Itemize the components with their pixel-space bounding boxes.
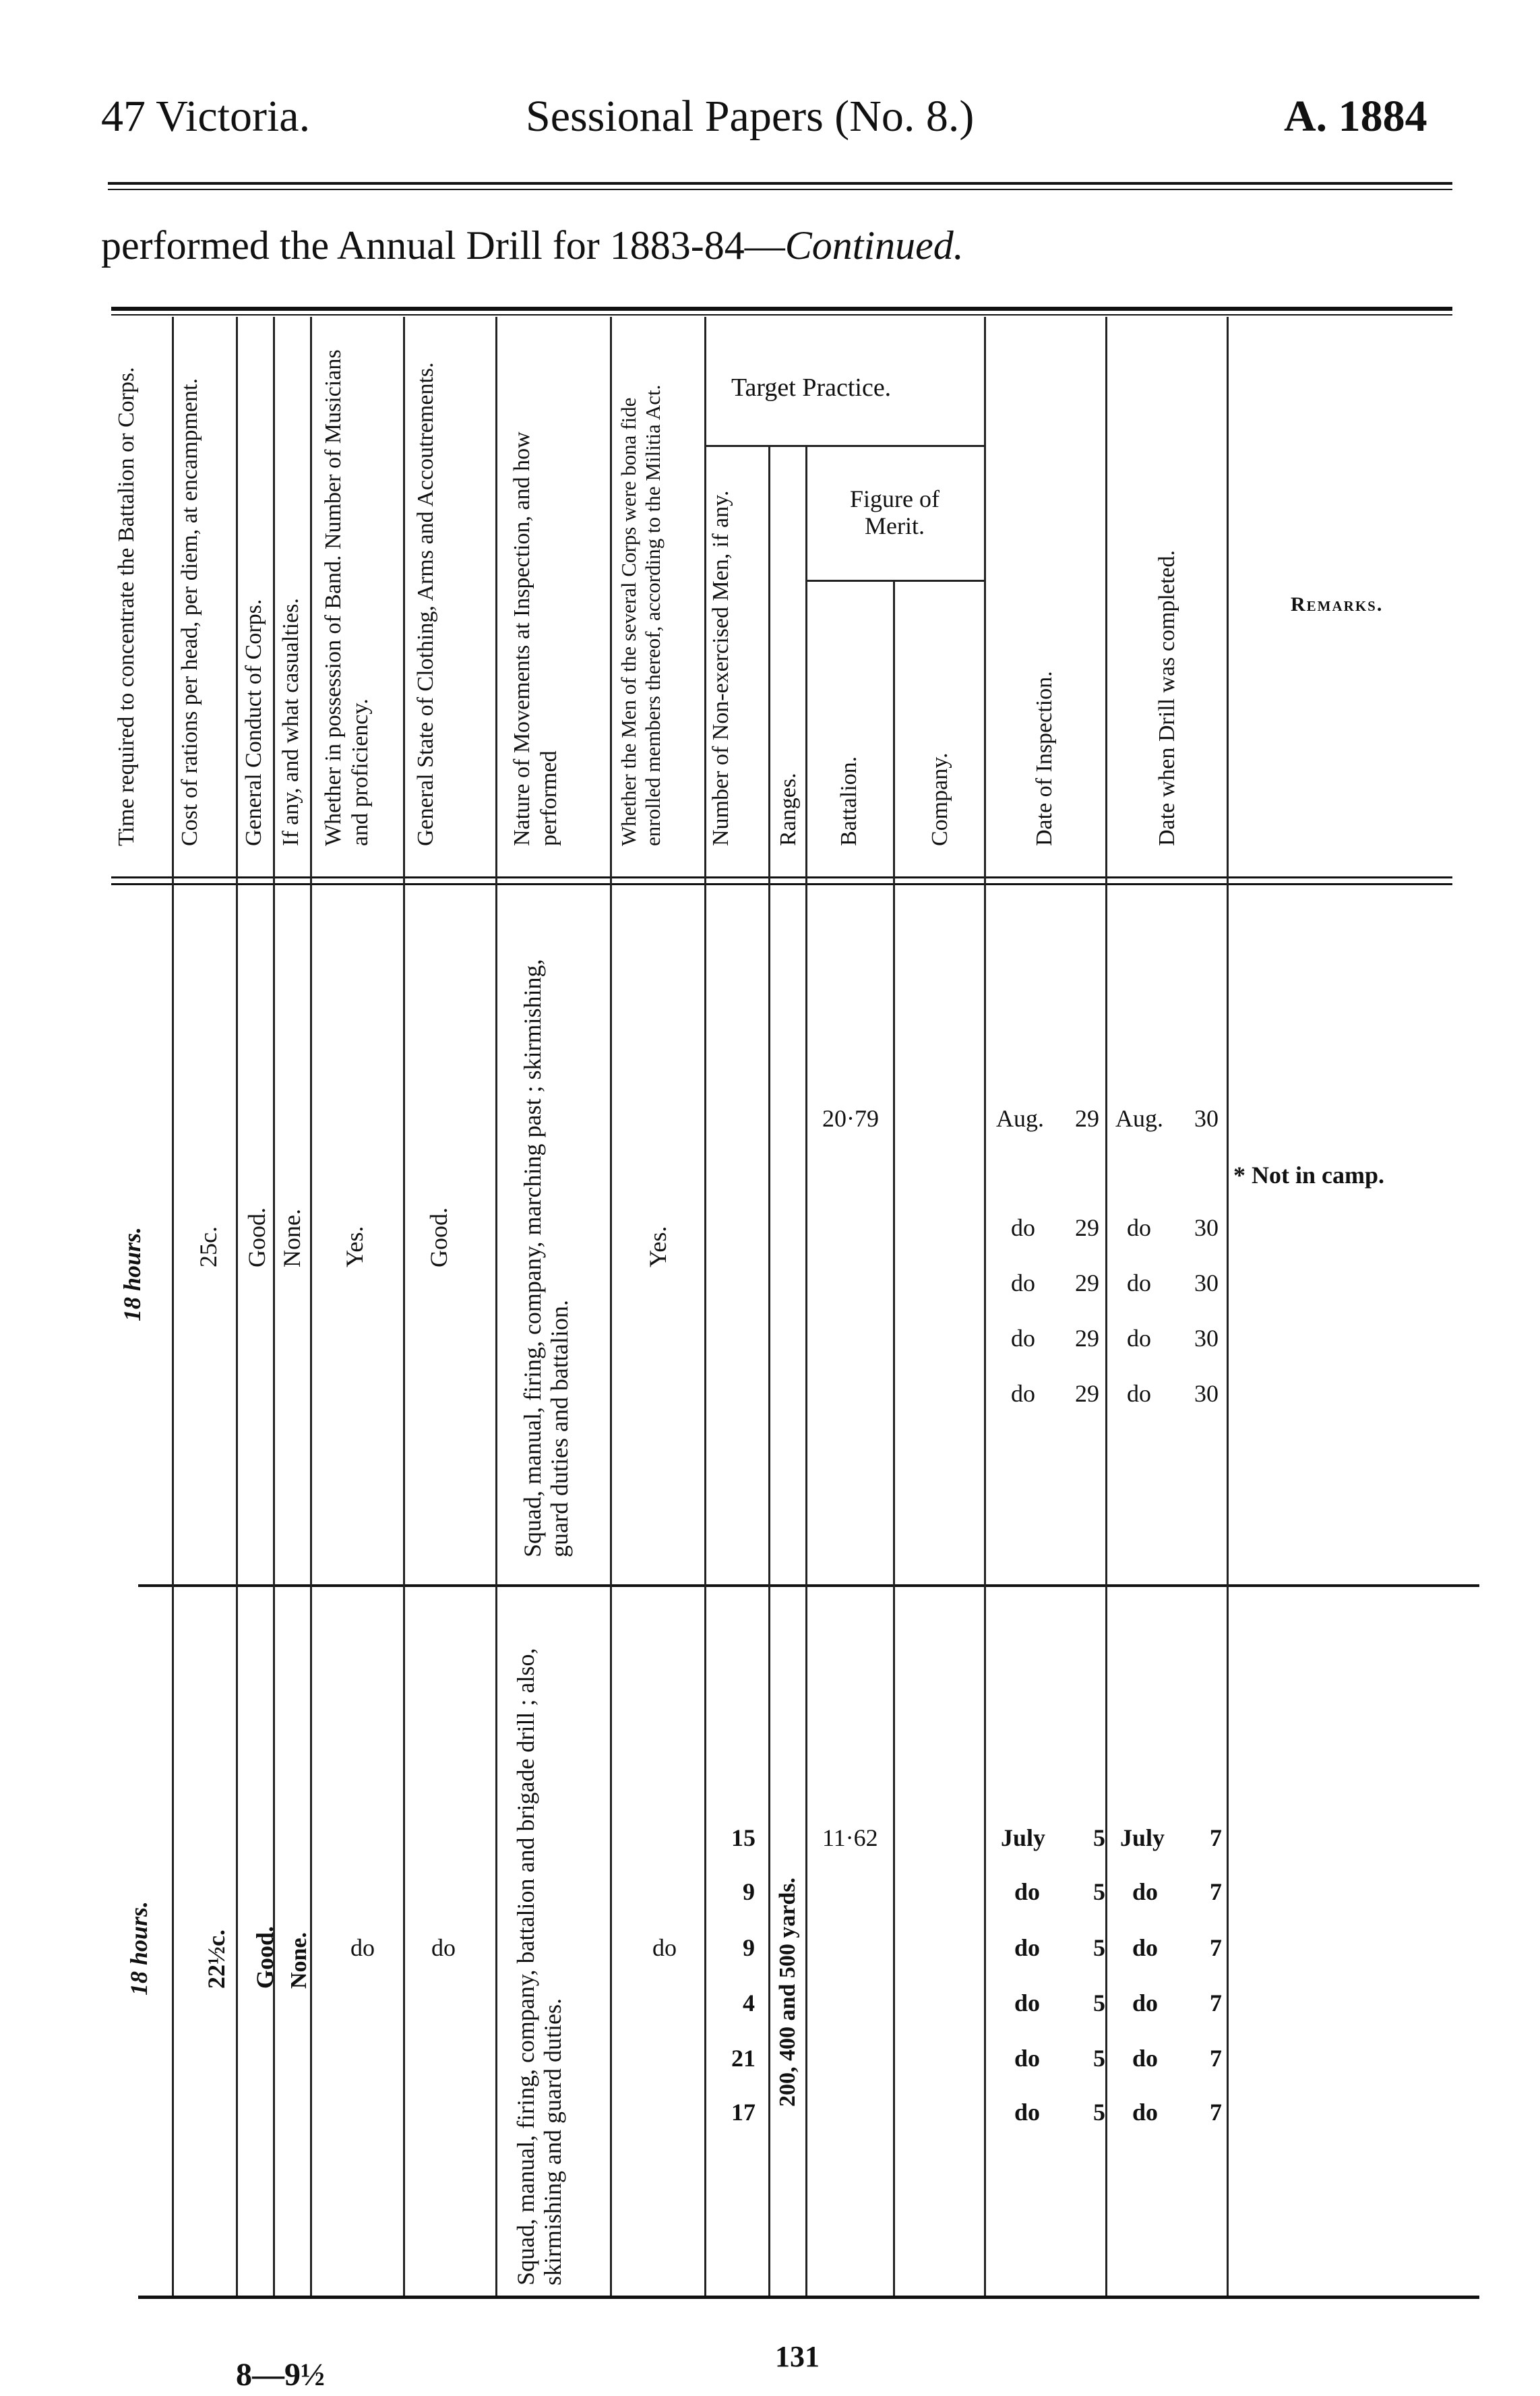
b2-comp-month: do bbox=[1132, 2099, 1159, 2126]
b2-comp-month: do bbox=[1132, 1934, 1159, 1961]
b1-comp-day: 30 bbox=[1194, 1105, 1219, 1132]
b1-comp-day: 30 bbox=[1194, 1214, 1219, 1241]
col-company: Company. bbox=[927, 752, 952, 846]
b1-comp-month: do bbox=[1127, 1214, 1151, 1241]
col-date-inspection: Date of Inspection. bbox=[1032, 671, 1057, 846]
b2-non-exercised: 17 bbox=[731, 2099, 756, 2126]
header-rule-thin bbox=[108, 189, 1452, 190]
b1-comp-day: 30 bbox=[1194, 1269, 1219, 1296]
b2-time: 18 hours. bbox=[125, 1900, 152, 1996]
col-casualties: If any, and what casualties. bbox=[278, 598, 303, 846]
table-top-rule-thin bbox=[111, 314, 1452, 316]
b2-insp-month: July bbox=[1001, 1824, 1046, 1851]
b2-non-exercised: 15 bbox=[731, 1824, 756, 1851]
b1-insp-day: 29 bbox=[1075, 1214, 1099, 1241]
b2-comp-day: 7 bbox=[1210, 1824, 1222, 1851]
b2-insp-day: 5 bbox=[1093, 1934, 1105, 1961]
table-bottom-rule bbox=[138, 2296, 1479, 2299]
block-separator-rule bbox=[138, 1584, 1479, 1587]
b2-non-exercised: 21 bbox=[731, 2045, 756, 2072]
b2-clothing: do bbox=[431, 1934, 456, 1961]
col-remarks: Remarks. bbox=[1291, 593, 1384, 616]
b2-comp-day: 7 bbox=[1210, 1934, 1222, 1961]
b2-comp-day: 7 bbox=[1210, 2045, 1222, 2072]
b1-insp-month: do bbox=[1011, 1214, 1035, 1241]
col-date-completed: Date when Drill was completed. bbox=[1154, 549, 1179, 846]
b1-movements: Squad, manual, firing, company, marching past ; skirmishing, guard duties and battalion. bbox=[519, 959, 573, 1557]
b1-insp-month: do bbox=[1011, 1380, 1035, 1407]
b1-insp-day: 29 bbox=[1075, 1105, 1099, 1132]
col-time-required: Time required to concentrate the Battalion or Corps. bbox=[114, 367, 139, 846]
col-cost-rations: Cost of rations per head, per diem, at encampment. bbox=[177, 378, 202, 846]
b1-insp-day: 29 bbox=[1075, 1269, 1099, 1296]
subtitle-continued: Continued. bbox=[784, 223, 964, 268]
b2-comp-month: do bbox=[1132, 1878, 1159, 1905]
table-top-rule bbox=[111, 307, 1452, 311]
head-bottom-rule-2 bbox=[111, 883, 1452, 885]
b1-bona-fide: Yes. bbox=[644, 1226, 671, 1267]
b2-ranges: 200, 400 and 500 yards. bbox=[775, 1877, 800, 2107]
b1-insp-month: do bbox=[1011, 1325, 1035, 1352]
header-center: Sessional Papers (No. 8.) bbox=[526, 92, 975, 141]
head-bottom-rule bbox=[111, 876, 1452, 878]
b1-cost: 25c. bbox=[195, 1226, 222, 1267]
subtitle-main: performed the Annual Drill for 1883-84— bbox=[101, 223, 785, 268]
b1-conduct: Good. bbox=[243, 1207, 270, 1267]
b1-insp-day: 29 bbox=[1075, 1380, 1099, 1407]
header-right: A. 1884 bbox=[1284, 92, 1427, 141]
b2-insp-month: do bbox=[1014, 1989, 1041, 2016]
b1-remark: * Not in camp. bbox=[1233, 1162, 1384, 1189]
b1-insp-day: 29 bbox=[1075, 1325, 1099, 1352]
b1-comp-month: do bbox=[1127, 1325, 1151, 1352]
b1-insp-month: do bbox=[1011, 1269, 1035, 1296]
b2-bona-fide: do bbox=[652, 1934, 677, 1961]
b2-non-exercised: 9 bbox=[743, 1878, 755, 1905]
b1-battalion-merit: 20·79 bbox=[822, 1105, 879, 1132]
b2-comp-month: do bbox=[1132, 1989, 1159, 2016]
col-band: Whether in possession of Band. Number of Musicians and proficiency. bbox=[321, 349, 373, 846]
b2-movements: Squad, manual, firing, company, battalion and brigade drill ; also, skirmishing and guard duties. bbox=[512, 1648, 566, 2285]
b2-non-exercised: 9 bbox=[743, 1934, 755, 1961]
b1-band: Yes. bbox=[341, 1226, 368, 1267]
b2-insp-day: 5 bbox=[1093, 1878, 1105, 1905]
b2-comp-month: July bbox=[1120, 1824, 1165, 1851]
b1-casualties: None. bbox=[278, 1209, 305, 1267]
b2-non-exercised: 4 bbox=[743, 1989, 755, 2016]
b1-comp-month: do bbox=[1127, 1380, 1151, 1407]
col-ranges: Ranges. bbox=[776, 773, 801, 846]
b2-insp-month: do bbox=[1014, 1878, 1041, 1905]
signature-mark: 8—9½ bbox=[236, 2357, 325, 2393]
b1-comp-day: 30 bbox=[1194, 1325, 1219, 1352]
col-movements: Nature of Movements at Inspection, and how performed bbox=[510, 431, 561, 846]
col-general-conduct: General Conduct of Corps. bbox=[241, 599, 266, 846]
b1-time: 18 hours. bbox=[119, 1226, 146, 1321]
page-subtitle bbox=[101, 222, 964, 269]
b2-insp-day: 5 bbox=[1093, 2045, 1105, 2072]
page-number: 131 bbox=[775, 2340, 820, 2373]
b2-insp-day: 5 bbox=[1093, 1989, 1105, 2016]
col-non-exercised: Number of Non-exercised Men, if any. bbox=[708, 490, 733, 846]
header-rule bbox=[108, 182, 1452, 185]
b2-battalion-merit: 11·62 bbox=[822, 1824, 878, 1851]
col-figure-of-merit: Figure of Merit. bbox=[850, 485, 940, 539]
b2-comp-month: do bbox=[1132, 2045, 1159, 2072]
b2-insp-day: 5 bbox=[1093, 1824, 1105, 1851]
col-clothing: General State of Clothing, Arms and Accoutrements. bbox=[413, 362, 438, 846]
b1-comp-month: Aug. bbox=[1115, 1105, 1163, 1132]
col-bona-fide: Whether the Men of the several Corps were bona fide enrolled members thereof, according to the Militia Act. bbox=[617, 384, 665, 846]
col-battalion: Battalion. bbox=[836, 756, 861, 846]
b2-insp-month: do bbox=[1014, 2045, 1041, 2072]
b1-clothing: Good. bbox=[425, 1207, 452, 1267]
b2-insp-day: 5 bbox=[1093, 2099, 1105, 2126]
b2-comp-day: 7 bbox=[1210, 2099, 1222, 2126]
b2-casualties: None. bbox=[286, 1931, 311, 1989]
b1-comp-month: do bbox=[1127, 1269, 1151, 1296]
b2-conduct: Good. bbox=[251, 1925, 278, 1989]
b1-insp-month: Aug. bbox=[996, 1105, 1044, 1132]
b2-band: do bbox=[350, 1934, 375, 1961]
col-target-practice: Target Practice. bbox=[731, 373, 892, 402]
b2-comp-day: 7 bbox=[1210, 1878, 1222, 1905]
b2-insp-month: do bbox=[1014, 2099, 1041, 2126]
b2-cost: 22½c. bbox=[203, 1929, 230, 1989]
b1-comp-day: 30 bbox=[1194, 1380, 1219, 1407]
header-left: 47 Victoria. bbox=[101, 92, 311, 141]
b2-comp-day: 7 bbox=[1210, 1989, 1222, 2016]
b2-insp-month: do bbox=[1014, 1934, 1041, 1961]
